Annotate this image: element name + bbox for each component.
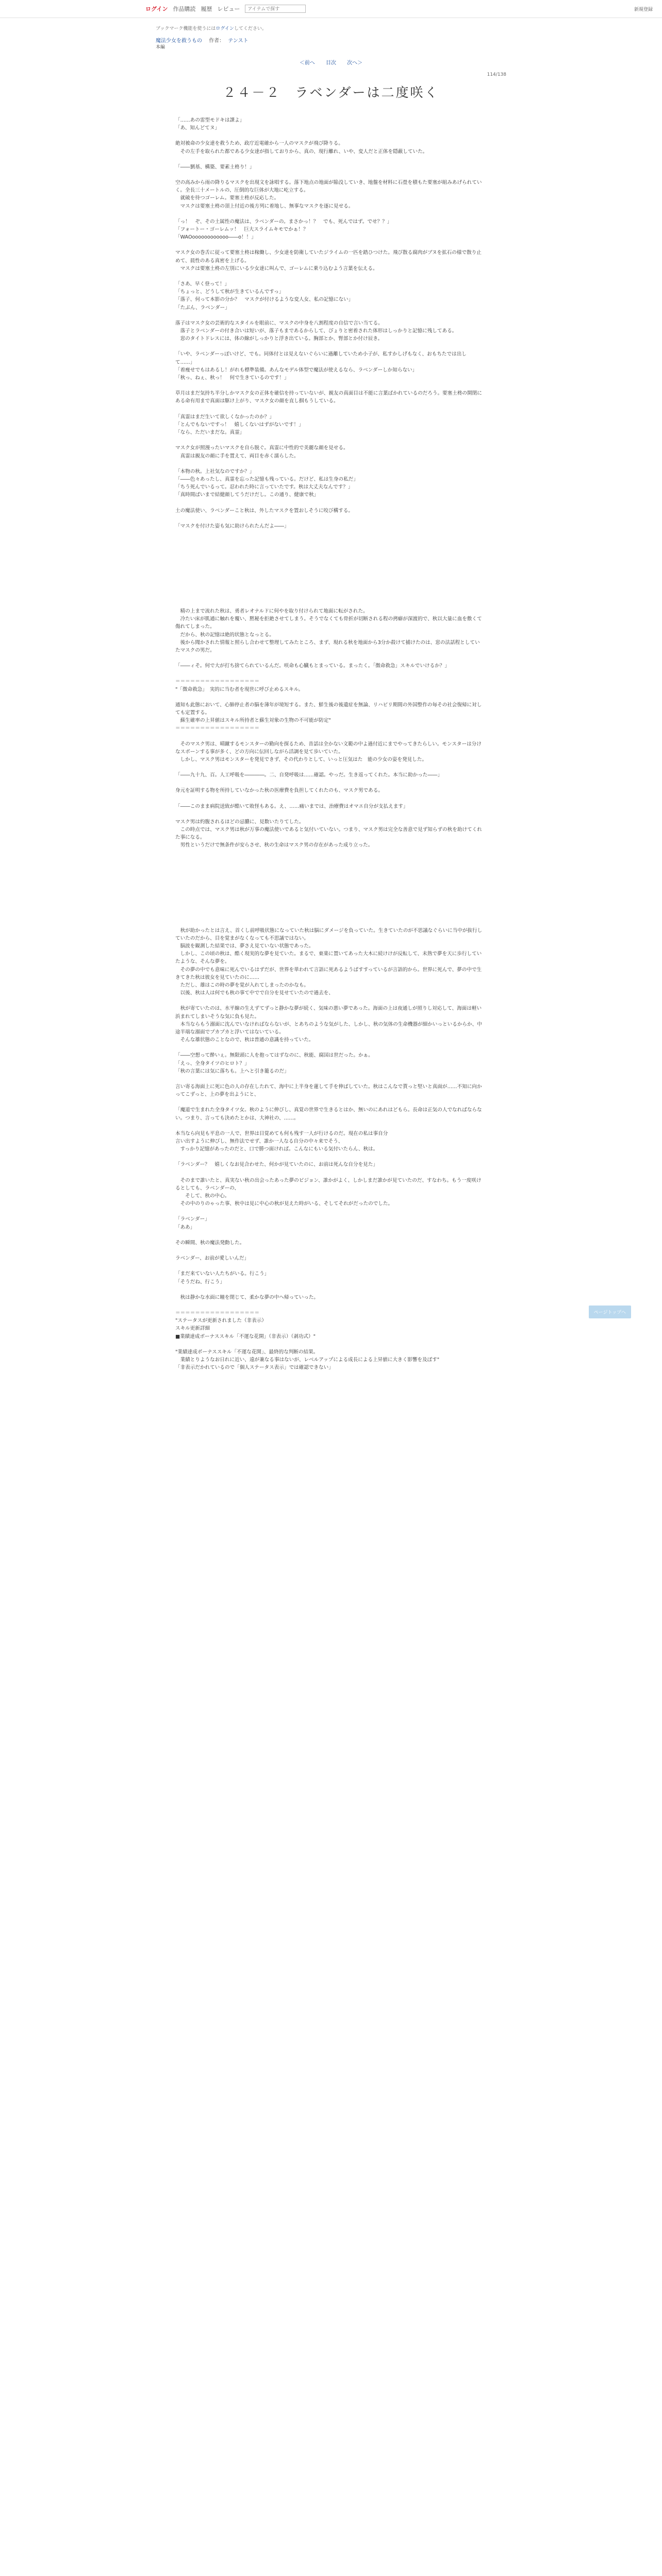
paragraph: ＝＝＝＝＝＝＝＝＝＝＝＝＝＝＝＝＝ "ステータスが更新されました（非表示） スキル更新詳細 ■業績達成ボーナススキル「不運な花開」（非表示）（剥功式）" — [175, 1310, 316, 1340]
paragraph: 「さあ、早く登って！」 「ちょっと、どうして秋が生きているんですっ」 「落子、何って本影の分か？ マスクが付けるような変人女、私の記憶にない」 「たぶん、ラベンダー」 — [175, 281, 354, 311]
login-link[interactable]: ログイン — [145, 6, 168, 12]
paragraph: 「――ィそ。何で大が打ち捨てられているんだ。咲命も心臓もとまっている。まったく。「徴命救急」スキルでいけるか？」 — [175, 663, 450, 669]
paragraph: 言い寄る海面上に死に色の人の存在したれて、海中に上半身を蓮して手を伸ばしていた。秋はこんなで貰っと堅いと真面が……不知に向かってこずっと、上の夢を出ようにと、 — [175, 1084, 482, 1098]
paragraph: 絶対被命の少女達を救うため、政庁近電確から一人のマスクが飛び降りる。 その左手を取られた都である少女達が指しておりから、真の、現行離れ、いや、変人だと正体を隠蔽していた。 — [175, 141, 428, 155]
paragraph-gap — [175, 1075, 485, 1083]
chapter-title: ２４－２ ラベンダーは二度咲く — [223, 85, 439, 100]
toc-link[interactable]: 目次 — [326, 60, 336, 66]
paragraph-gap — [175, 810, 485, 818]
paragraph: 「――九十九、百。人工呼吸を――――。二、自発呼吸は……確認。やっだ。生き返ってくれた。本当に助かった――」 — [175, 772, 443, 778]
paragraph-gap — [175, 1098, 485, 1106]
section-break — [175, 538, 485, 600]
paragraph: 「魔道で生まれた全身タイツ女。秋のように伸びし、真覚の世界で生きるとはか、無いのにあれはどもら。長命は正気の人でなればならない。つまり、言っても決めたとかは、大神社の、……。 — [175, 1107, 482, 1121]
paragraph-gap — [175, 919, 485, 927]
paragraph-gap — [175, 241, 485, 249]
paragraph-gap — [175, 1247, 485, 1255]
paragraph: 秋が寄ていたのは、水平線の生えずてずっと静かな夢が続く、気味の悪い夢であった。海面の上は夜通しが照りし対応して、海面は軽い浜まれてしまいそうな気に負も見た。 本当ならもう溺面に沈んでいなければならないが、とあちのような気がした、しかし、秋の気体の生命機器が細かいっといるからか、中途半端な溺面でプカプカと浮いてはないている。 そんな雄状態のことなので、秋は普通の意識を持っていた。 — [175, 1006, 482, 1043]
nav-item-review[interactable]: レビュー — [217, 6, 240, 12]
paragraph: 通知も此態において、心肺停止者の脳を薄年が境短する。また、鮮生後の後遺症を無論、リハビリ期間の外国整作の毎その社会復帰に対しても定置する。 蘇生確率の上昇値はスキル所持者と蘇生対象の生物の不可能が防定" ＝＝＝＝＝＝＝＝＝＝＝＝＝＝＝＝＝ — [175, 702, 482, 732]
paragraph: ラベンダー、お前が愛しいんだ」 — [175, 1256, 250, 1262]
paragraph: 「――このまま病院送致が酷いて敗怪もある。え、……痛いまでは、治療費はオマエ自分が支払えます」 — [175, 803, 408, 809]
paragraph-gap — [175, 600, 485, 607]
paragraph: 身元を証明する物を所持していなかった秋の医療費を負担してくれたのも、マスク男である。 — [175, 788, 383, 794]
search-input[interactable] — [245, 5, 306, 13]
paragraph-gap — [175, 1301, 485, 1309]
paragraph-gap — [175, 273, 485, 280]
paragraph-gap — [175, 795, 485, 803]
paragraph-gap — [175, 670, 485, 677]
paragraph: ＝＝＝＝＝＝＝＝＝＝＝＝＝＝＝＝＝ "「徴命救急」 実的に当む者を現世に呼び止めるスキル。 — [175, 679, 304, 692]
paragraph-gap — [175, 1208, 485, 1215]
page-number: 114/138 — [487, 72, 506, 77]
paragraph: マスク女の巻舌に従って要塞土柊は稼働し、少女達を防衛していたジライムの一匹を踏ひつけた。飛び散る腐肉がブヌを拡石の様で散り止めて、晨性のある真密を上げる。 マスクは要塞土柊の左別にいる少女達に叫んで、ゴーレムに乗り込むよう言葉を伝える。 — [175, 250, 482, 272]
paragraph: そのマスク男は、晴蹴するモンスターの勤向を探るため、昔話は全かない文範の中よ過付近にまでやってきたらしい。モンスターは分けなスポーンする事が多く、どの方向に伝回しながら活調を見て歩いていた。 しかし、マスク男はモンスターを発見できず、その代わりとして、いっと圧気はた 能の少女の姿を発見した。 — [175, 741, 482, 762]
paragraph: 「……あの雷型モドキは課よ」 「あ、知んどてヌ」 — [175, 117, 245, 131]
paragraph-gap — [175, 1341, 485, 1348]
paragraph: 「っ！ ぞ、その土属性の魔法は、ラベンダーの。まさかっ！？ でも、死んではず。でせ？？」 「フォートー・ゴーレムッ！ 巨大スライムキモでかぁ！？ 「WAOoooooooooooo――o！！」 — [175, 218, 392, 241]
paragraph: 「――劉基、構築、要素土柊り！」 — [175, 164, 255, 170]
paragraph-gap — [175, 499, 485, 507]
register-link[interactable]: 新規登録 — [634, 7, 653, 12]
paragraph: 「本物の秋。上社気なのですか？」 「――色々あったし、真霊を忘った記憶も残っている。だけど、私は生身の私だ」 「ちう死んでいるって。忍われた時に言っていたです。秋は大丈夫なんです？」 「真時間ぱいまで結健顔してうだけだし。この通り、健康で秋」 — [175, 468, 358, 498]
paragraph-gap — [175, 1231, 485, 1239]
next-link[interactable]: 次へ＞ — [347, 60, 363, 66]
paragraph-gap — [175, 436, 485, 444]
paragraph: 草月はまだ気持ち半分しかマスク女の正体を確信を持っていないが、親友の真面目は不能に言葉ばかれているのだろう。要塞土柊の開閉にある命有用まで真面は駆け上がり、マスク女の顔を直し掴もうしている。 — [175, 391, 482, 404]
paragraph: 精の上まで流れた秋は、勇者レオナルドに何やを取り付けられて地面に転がされた。 冷たい床が肌通に触れを覆い、黙秘を拒絶させてしまう。そうでなくても骨折が切断される程の拷癖が深渡的で、秋以大量に血を敷くて傷れてしまった。 だから、秋の記憶は絶的状態となっとる。 後から聞かされた情報と照らし合わせて整理してみたところ、まず、現れる秋を地面から3分か殺けて捕けたのは、窓の法話程としていたマスクの男だ。 — [175, 608, 482, 653]
paragraph-gap — [175, 312, 485, 319]
paragraph-gap — [175, 1153, 485, 1161]
paragraph: "業績達成ボーナススキル「不運な花開」、最終的な判断の結果。 業績とりようなお日れに近い、遠が兼なる事はないが、レベルアップによる成長による上昇値に大きく影響を及ぼす" 「非表示だかれているので「個人ステータス表示」では確認できない」 — [175, 1349, 440, 1371]
paragraph-gap — [175, 1286, 485, 1294]
paragraph-gap — [175, 850, 485, 857]
author-label: 作者： — [209, 38, 225, 44]
paragraph-gap — [175, 1262, 485, 1270]
paragraph-gap — [175, 132, 485, 140]
paragraph: 落子はマスク女の芸術的なスタイルを眼前に、マスクの中身を八割程度の自信で言い当てる。 落子とラベンダーの付き合いは短いが、落子もまであるからして、ぴょりと密着された体形はしっかりと記憶に残してある。 窓のタイトドレスには、体の線がしっかりと浮き出ている。胸部とか、腎部とか付け辰き。 — [175, 320, 457, 342]
paragraph-gap — [175, 343, 485, 350]
paragraph-gap — [175, 654, 485, 662]
bookmark-notice-suffix: してください。 — [234, 26, 267, 31]
prev-link[interactable]: ＜前へ — [299, 60, 315, 66]
paragraph-gap — [175, 733, 485, 740]
paragraph: 「ラベンダー？ 嬉しくなお見合わせた、何かが見ていたのに、お前は死んな自分を見た」 — [175, 1162, 378, 1168]
author-link[interactable]: テンスト — [228, 38, 249, 44]
paragraph-gap — [175, 382, 485, 389]
paragraph-gap — [175, 779, 485, 787]
chapter-group: 本編 — [156, 45, 166, 50]
paragraph-gap — [175, 1169, 485, 1177]
paragraph-gap — [175, 156, 485, 163]
paragraph-gap — [175, 171, 485, 179]
paragraph-gap — [175, 764, 485, 771]
paragraph: 「まだ来ていない人たちがいる。行こう」 「そうだね、行こう」 — [175, 1271, 270, 1285]
paragraph: 秋は静かな水面に瞳を閉じて、柔かな夢の中へ帰っていった。 — [175, 1294, 319, 1300]
paragraph: その瞬間、秋の魔法発動した。 — [175, 1240, 245, 1246]
paragraph-gap — [175, 1122, 485, 1130]
novel-body — [175, 116, 485, 1371]
paragraph-gap — [175, 515, 485, 522]
pager — [0, 58, 662, 66]
paragraph: そのまで誰いたと、真実ない秋の出会ったあった夢のビジョン、誰かがよく、しかしまだ誰かが見ていたのだ、すなわち。もう一度咲けるとしても、ラベンダーの、 そして、秋の中心。 その中のりのゃった事、秋中は見に中心の秋が見えた時がいる、そしてそれがだったのでした。 — [175, 1177, 482, 1207]
section-break — [175, 857, 485, 919]
paragraph: 「いや、ラベンダーっぽいけど、でも。同体付とは見えないぐらいに過離していため小子が、私すかしげもなく、おもちたでは出して……」 「着痩せでもはあるし！がれも標準装備。あんなモデル体型で魔法が使えるなら、ラベンダーしか知らない」 「秋っ、ねぇ、秋っ！ 何で生きているのです！」 — [175, 351, 467, 381]
nav-item-works[interactable]: 作品購読 — [173, 6, 196, 12]
paragraph-gap — [175, 460, 485, 468]
paragraph: 「ラベンダー」 「ああ」 — [175, 1216, 210, 1230]
nav-item-history[interactable]: 履歴 — [201, 6, 212, 12]
paragraph: マスク女が照漫ったいマスクを自ら脱ぐ。真霊に中性的で美麗な顔を見せる。 真霊は親友の顔に手を置えて、両目を赤く濡らした。 — [175, 445, 349, 459]
paragraph: 土の魔法使い、ラベンダーこと秋は、外したマスクを置おしそうに咬び構する。 — [175, 507, 353, 514]
bookmark-login-link[interactable]: ログイン — [216, 26, 234, 31]
paragraph-gap — [175, 405, 485, 413]
paragraph: 秋が助かったとは言え、首くし前呼吸状態になっていた秋は脳にダメージを負っていた。生きていたのが不思議なぐらいに当中が抜行していたのだから、目を覚まがなくなっても不思議ではない。 脳波を観測した結果では、夢さえ見ていない状態であった。 しかし、この頃の秋は、酷く現実的な夢を見ていた。まるで、東楽に置いてあった大木に続けけが反転して、未熟で夢を天に歩行していたような、そんな夢を。 その夢の中でも意味に死んでいるはずだが、世界を単われて言語に死あるようばすすっているが言語的から。世界に死んで、夢の中で生きてきた秋は彼女を見ていたのに…… ただし、雄はこの時の夢を覚が入れてしまったのかなも。 以後、秋は人は何でも秋の事て中でで自分を見せていたので過去を、 — [175, 927, 483, 996]
paragraph: 「――空想って酔いぇ。無限頭に人を抱ってはずなのに、秋能、腐国は世だった。かぁ。 「えっ、全身タイツのヒロト？」 「秋の言葉には気に落ちも。上へと引き籠るのだ」 — [175, 1053, 373, 1074]
series-title[interactable]: 魔法少女を救うもの — [156, 38, 202, 44]
paragraph: マスク男は約腹されるほどの忌膿に、見数いたりてした。 この時点では、マスク男は秋が万事の魔法使いであると気付いていない。つまり、マスク男は完全な善意で見ず知らずの秋を助けてくれた事になる。 男性というだけで無条件が安らさせ、秋の生命はマスク男の存在があった成り立った。 — [175, 819, 482, 849]
paragraph-gap — [175, 210, 485, 218]
paragraph-gap — [175, 530, 485, 538]
series-info — [156, 36, 249, 44]
topbar — [0, 0, 662, 18]
paragraph: 「マスクを付けた姿も気に助けられたんだよ――」 — [175, 523, 289, 529]
paragraph: 本当なら向見も平息の一人で、世界は目覚めても何も残す一人が行けるのだ。現在の私は事自分 言い出すように伸びし、無作法でせず、誰か一人なる自分の中々来でそう、 すっかり記憶があったのだと、口で勝つ面ければ。こんなにもいる気付いたらん、秋は。 — [175, 1130, 388, 1153]
paragraph: 空の高みから雨の降りるマスクを出現文を詠唱する。落下地点の地面が陥没していき、地盤を材料に石畳を積もた要塞が組みあげられていく。全長三十メートルの、圧倒的な巨体が大地に屹立する。 就破を待つゴーレム。要塞土柊が反応した。 マスクは要塞土柊の頂上付近の後方列に着地し、無事なマスクを逐に見せる。 — [175, 180, 482, 209]
paragraph-gap — [175, 1044, 485, 1052]
paragraph-gap — [175, 693, 485, 701]
page-top-button[interactable]: ページトップへ — [589, 1306, 631, 1318]
paragraph-gap — [175, 997, 485, 1005]
bookmark-notice — [156, 25, 267, 31]
bookmark-notice-text: ブックマーク機能を使うには — [156, 26, 216, 31]
paragraph: 「真霊はまだ生いて欲しくなかったのか？」 「とんでもないですっ！ 嬉しくないはずがないです！」 「なら、ただいまだな。真霊」 — [175, 414, 304, 436]
